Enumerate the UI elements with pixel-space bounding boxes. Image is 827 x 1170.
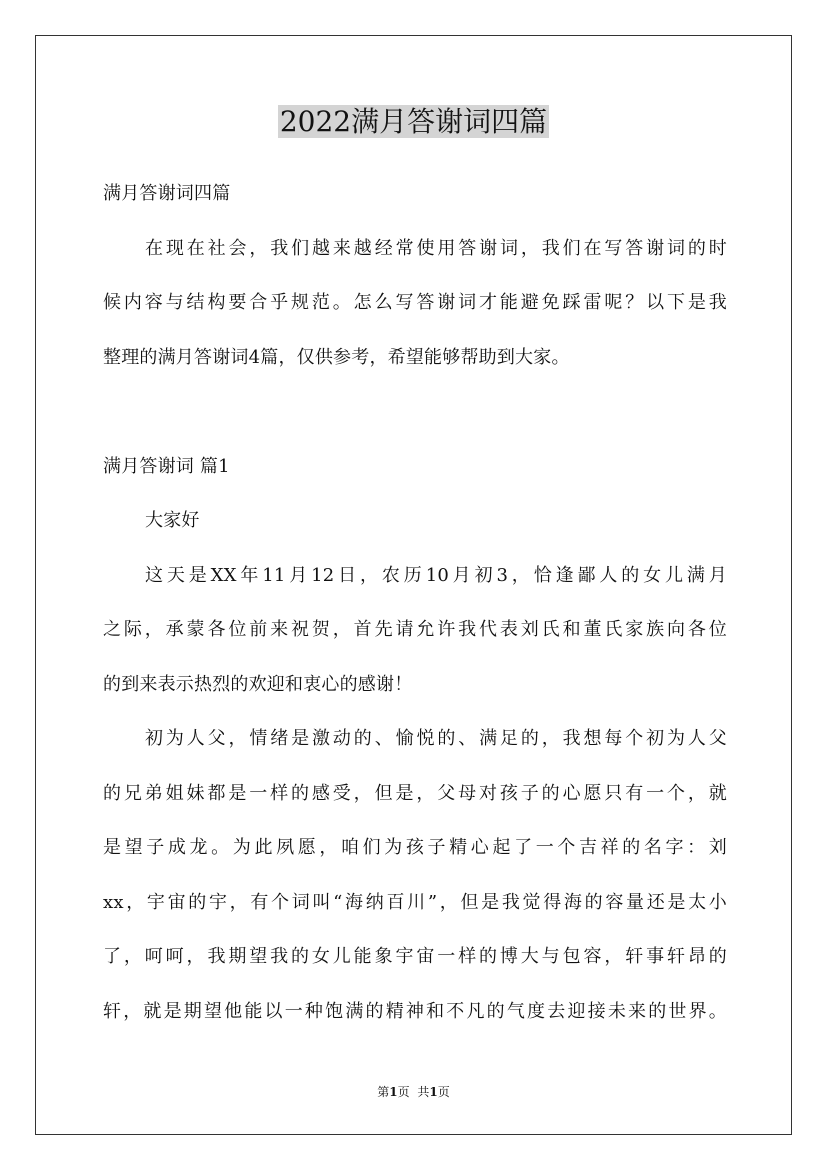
footer-page-suffix: 页 [397,1085,410,1099]
footer-page-prefix: 第 [377,1085,390,1099]
footer-total-prefix: 共 [417,1085,430,1099]
document-title [0,102,827,142]
footer-total-suffix: 页 [437,1085,450,1099]
paragraph-line: 初为人父，情绪是激动的、愉悦的、满足的，我想每个初为人父 [145,728,727,749]
section-heading: 满月答谢词 篇1 [103,455,230,477]
paragraph-line: 了，呵呵，我期望我的女儿能象宇宙一样的博大与包容，轩事轩昂的 [103,946,727,967]
paragraph-line: 是望子成龙。为此夙愿，咱们为孩子精心起了一个吉祥的名字：刘 [103,837,727,858]
footer-total-number: 1 [429,1085,438,1099]
page-footer [0,1082,827,1102]
paragraph-line: 整理的满月答谢词4篇，仅供参考，希望能够帮助到大家。 [103,346,570,368]
paragraph-line: 的兄弟姐妹都是一样的感受，但是，父母对孩子的心愿只有一个，就 [103,782,727,804]
paragraph-line: 之际，承蒙各位前来祝贺，首先请允许我代表刘氏和董氏家族向各位 [103,619,727,640]
paragraph-line: xx，宇宙的宇，有个词叫“海纳百川”，但是我觉得海的容量还是太小 [103,891,727,913]
paragraph-line: 这天是XX年11月12日，农历10月初3，恰逢鄙人的女儿满月 [145,564,727,586]
section-heading: 满月答谢词四篇 [103,183,231,204]
paragraph-line: 的到来表示热烈的欢迎和衷心的感谢！ [103,673,413,695]
paragraph-line: 在现在社会，我们越来越经常使用答谢词，我们在写答谢词的时 [145,237,727,259]
footer-page-number: 1 [389,1085,398,1099]
paragraph-line: 轩，就是期望他能以一种饱满的精神和不凡的气度去迎接未来的世界。 [103,1000,727,1022]
paragraph-line: 候内容与结构要合乎规范。怎么写答谢词才能避免踩雷呢？以下是我 [103,292,727,313]
paragraph-line: 大家好 [145,510,200,531]
blank-line [103,390,727,445]
title-text: 2022满月答谢词四篇 [279,105,548,138]
document-body [103,172,727,1044]
